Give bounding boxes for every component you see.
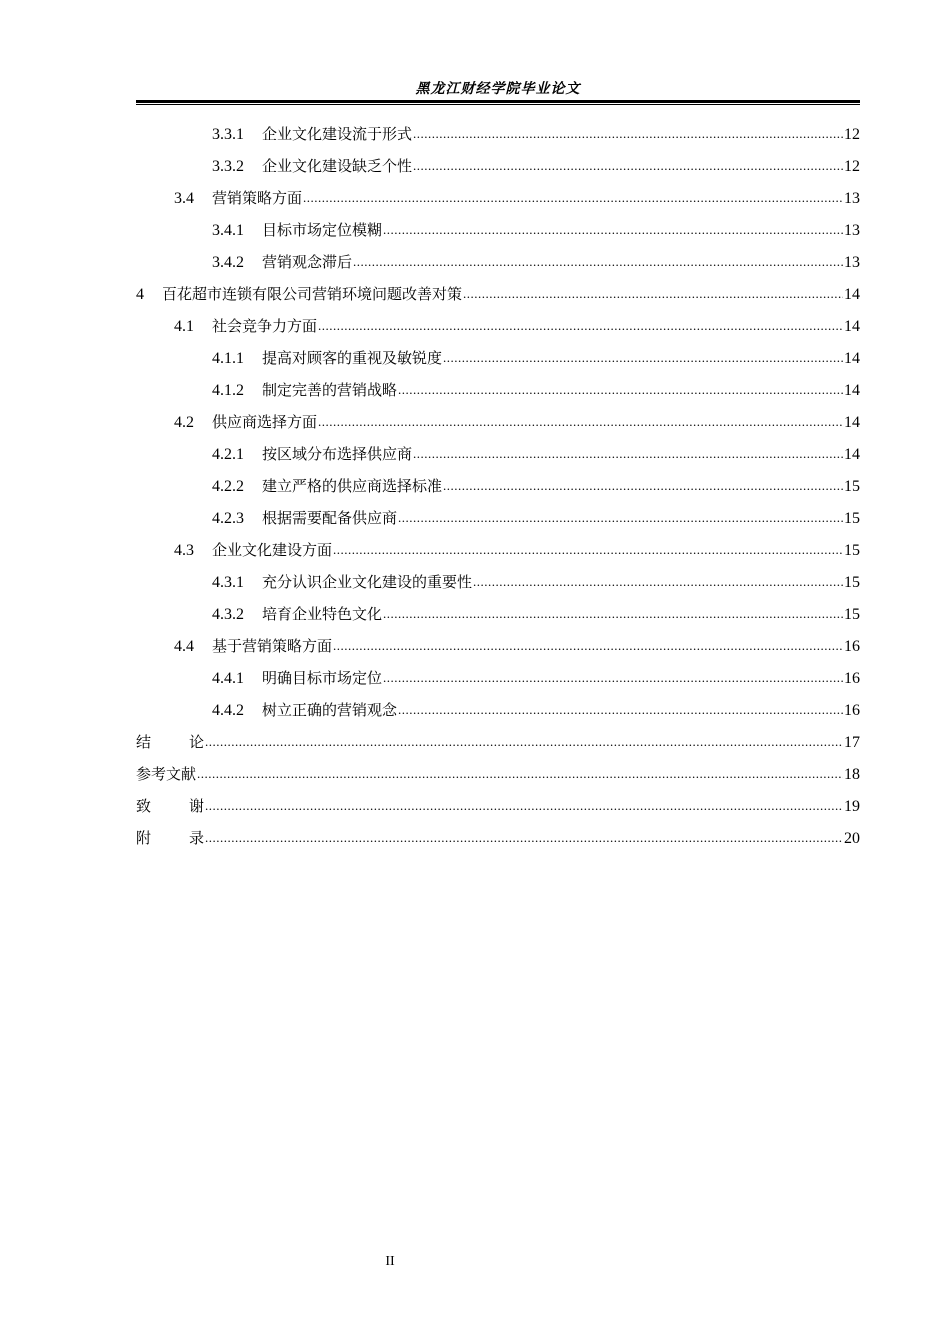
toc-entry-page: 17: [844, 734, 860, 751]
toc-entry-4-3[interactable]: [136, 534, 860, 566]
toc-entry-number: 4.2.3: [212, 510, 244, 527]
toc-dot-leader: [443, 341, 843, 374]
toc-dot-leader: [383, 597, 843, 630]
toc-entry-title: 培育企业特色文化: [262, 605, 383, 623]
toc-dot-leader: [413, 117, 843, 150]
toc-entry-title: 建立严格的供应商选择标准: [262, 477, 443, 495]
toc-entry-title: 充分认识企业文化建设的重要性: [262, 573, 473, 591]
toc-title-char: 录: [189, 829, 205, 847]
toc-entry-conclusion[interactable]: [136, 726, 860, 758]
toc-dot-leader: [398, 693, 843, 726]
toc-entry-page: 16: [844, 638, 860, 655]
toc-title-char: 致: [136, 797, 152, 815]
toc-entry-title: 百花超市连锁有限公司营销环境问题改善对策: [162, 285, 463, 303]
toc-entry-3-4-2[interactable]: [136, 246, 860, 278]
toc-entry-title: 明确目标市场定位: [262, 669, 383, 687]
toc-entry-page: 15: [844, 606, 860, 623]
toc-entry-page: 14: [844, 382, 860, 399]
toc-entry-number: 4.4.1: [212, 670, 244, 687]
toc-entry-4-2-3[interactable]: [136, 502, 860, 534]
toc-entry-page: 15: [844, 574, 860, 591]
toc-entry-4-3-1[interactable]: [136, 566, 860, 598]
toc-entry-4-1[interactable]: [136, 310, 860, 342]
toc-dot-leader: [205, 821, 843, 854]
toc-entry-4[interactable]: [136, 278, 860, 310]
toc-entry-number: 4.2.2: [212, 478, 244, 495]
toc-entry-page: 18: [844, 766, 860, 783]
toc-dot-leader: [383, 661, 843, 694]
toc-entry-page: 16: [844, 702, 860, 719]
toc-entry-title: 提高对顾客的重视及敏锐度: [262, 349, 443, 367]
toc-dot-leader: [205, 789, 843, 822]
toc-entry-3-4[interactable]: [136, 182, 860, 214]
toc-entry-page: 14: [844, 318, 860, 335]
toc-dot-leader: [463, 277, 843, 310]
page-number: II: [385, 1254, 395, 1269]
toc-entry-4-4-2[interactable]: [136, 694, 860, 726]
toc-entry-4-2-1[interactable]: [136, 438, 860, 470]
toc-dot-leader: [353, 245, 843, 278]
toc-entry-page: 13: [844, 222, 860, 239]
toc-entry-4-2[interactable]: [136, 406, 860, 438]
toc-entry-number: 3.4.1: [212, 222, 244, 239]
toc-entry-4-2-2[interactable]: [136, 470, 860, 502]
header-rule-thick: [136, 100, 860, 103]
toc-entry-page: 12: [844, 126, 860, 143]
toc-entry-page: 19: [844, 798, 860, 815]
toc-entry-4-4[interactable]: [136, 630, 860, 662]
toc-entry-page: 12: [844, 158, 860, 175]
toc-entry-title: 树立正确的营销观念: [262, 701, 398, 719]
toc-entry-4-1-2[interactable]: [136, 374, 860, 406]
toc-entry-title: [136, 726, 204, 758]
toc-entry-number: 4.3.2: [212, 606, 244, 623]
toc-entry-number: 3.4.2: [212, 254, 244, 271]
running-header-title: 黑龙江财经学院毕业论文: [415, 81, 581, 97]
toc-entry-acknowledgements[interactable]: [136, 790, 860, 822]
toc-entry-page: 16: [844, 670, 860, 687]
toc-dot-leader: [197, 757, 843, 790]
toc-entry-title: 目标市场定位模糊: [262, 221, 383, 239]
toc-dot-leader: [383, 213, 843, 246]
toc-dot-leader: [398, 501, 843, 534]
toc-entry-number: 3.3.1: [212, 126, 244, 143]
toc-title-char: 论: [189, 733, 205, 751]
toc-entry-4-3-2[interactable]: [136, 598, 860, 630]
toc-entry-page: 13: [844, 190, 860, 207]
toc-entry-number: 4.1.2: [212, 382, 244, 399]
toc-entry-number: 4: [136, 286, 144, 303]
toc-entry-4-1-1[interactable]: [136, 342, 860, 374]
toc-title-char: 附: [136, 829, 152, 847]
header-rule-thin: [136, 104, 860, 105]
toc-dot-leader: [333, 533, 843, 566]
toc-entry-appendix[interactable]: [136, 822, 860, 854]
toc-entry-page: 13: [844, 254, 860, 271]
toc-dot-leader: [318, 405, 843, 438]
toc-entry-title: 企业文化建设方面: [212, 541, 333, 559]
toc-entry-page: 14: [844, 446, 860, 463]
toc-entry-title: 营销策略方面: [212, 189, 303, 207]
toc-entry-title: 参考文献: [136, 765, 197, 783]
toc-entry-3-3-2[interactable]: [136, 150, 860, 182]
toc-entry-title: 企业文化建设缺乏个性: [262, 157, 413, 175]
toc-entry-number: 4.2.1: [212, 446, 244, 463]
toc-entry-number: 4.1.1: [212, 350, 244, 367]
toc-entry-3-4-1[interactable]: [136, 214, 860, 246]
toc-entry-title: 营销观念滞后: [262, 253, 353, 271]
toc-dot-leader: [473, 565, 843, 598]
toc-entry-4-4-1[interactable]: [136, 662, 860, 694]
toc-dot-leader: [413, 149, 843, 182]
toc-entry-page: 20: [844, 830, 860, 847]
toc-entry-page: 14: [844, 414, 860, 431]
toc-dot-leader: [303, 181, 843, 214]
toc-entry-number: 4.3.1: [212, 574, 244, 591]
toc-entry-title: [136, 822, 204, 854]
toc-dot-leader: [205, 725, 843, 758]
toc-dot-leader: [413, 437, 843, 470]
toc-title-char: 谢: [189, 797, 205, 815]
toc-entry-title: [136, 790, 204, 822]
toc-entry-title: 按区域分布选择供应商: [262, 445, 413, 463]
toc-entry-title: 根据需要配备供应商: [262, 509, 398, 527]
toc-entry-title: 制定完善的营销战略: [262, 381, 398, 399]
toc-dot-leader: [333, 629, 843, 662]
toc-dot-leader: [398, 373, 843, 406]
toc-entry-number: 3.4: [174, 190, 194, 207]
toc-entry-title: 社会竞争力方面: [212, 317, 318, 335]
toc-entry-number: 4.4: [174, 638, 194, 655]
toc-entry-title: 供应商选择方面: [212, 413, 318, 431]
toc-entry-number: 4.2: [174, 414, 194, 431]
toc-entry-page: 14: [844, 350, 860, 367]
toc-entry-references[interactable]: [136, 758, 860, 790]
toc-entry-number: 4.4.2: [212, 702, 244, 719]
toc-dot-leader: [443, 469, 843, 502]
toc-entry-page: 14: [844, 286, 860, 303]
toc-entry-number: 4.1: [174, 318, 194, 335]
toc-entry-title: 企业文化建设流于形式: [262, 125, 413, 143]
toc-entry-page: 15: [844, 542, 860, 559]
toc-entry-page: 15: [844, 510, 860, 527]
toc-entry-title: 基于营销策略方面: [212, 637, 333, 655]
toc-entry-3-3-1[interactable]: [136, 118, 860, 150]
toc-entry-number: 4.3: [174, 542, 194, 559]
table-of-contents: [136, 118, 860, 854]
toc-entry-number: 3.3.2: [212, 158, 244, 175]
toc-dot-leader: [318, 309, 843, 342]
toc-title-char: 结: [136, 733, 152, 751]
toc-entry-page: 15: [844, 478, 860, 495]
